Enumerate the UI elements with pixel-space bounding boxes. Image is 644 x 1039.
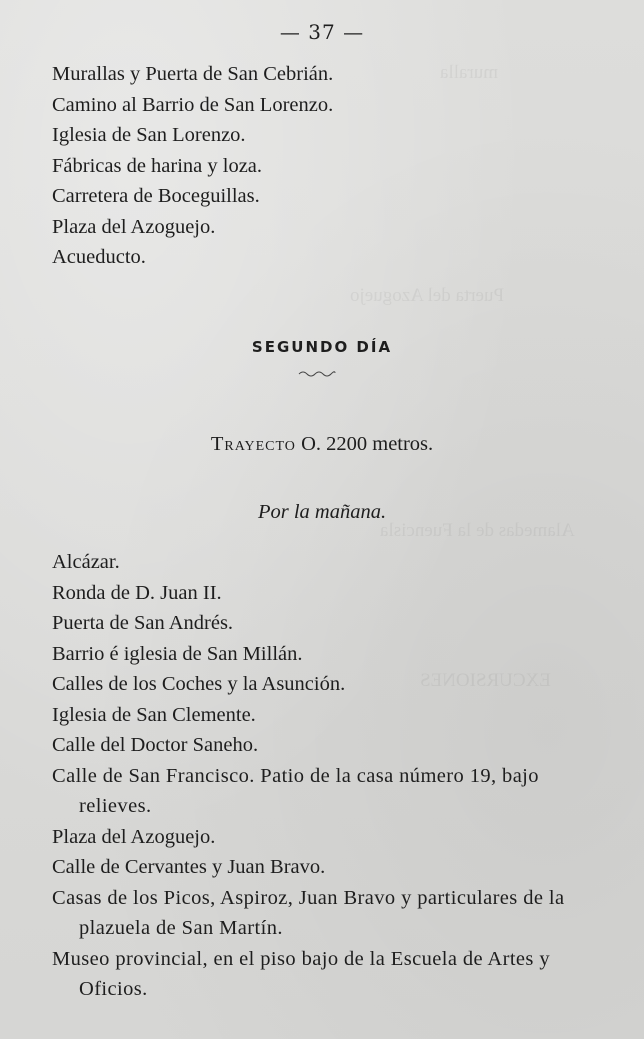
route-value: O. 2200 metros.: [301, 433, 434, 455]
subheading: Por la mañana.: [257, 501, 387, 523]
route-label: Trayecto: [210, 433, 296, 455]
list-item: Acueducto.: [52, 246, 146, 268]
list-item: Iglesia de San Clemente.: [52, 703, 256, 726]
first-itinerary-list: [52, 59, 616, 273]
bleed-through-text: EXCURSIONES: [420, 670, 551, 691]
ornament-divider: [297, 368, 337, 378]
list-item: Camino al Barrio de San Lorenzo.: [52, 93, 334, 116]
route-line: [0, 433, 644, 456]
bleed-through-text: Alamedas de la Fuencisla: [380, 520, 575, 541]
list-item: Ronda de D. Juan II.: [52, 581, 222, 604]
section-heading: SEGUNDO DÍA: [251, 338, 393, 356]
bleed-through-text: Puerta del Azoguejo: [350, 285, 505, 306]
list-item: Calle de San Francisco. Patio de la casa número 19, bajo relieves.: [52, 764, 539, 817]
second-itinerary-list: [52, 547, 616, 1005]
list-item: Calle de Cervantes y Juan Bravo.: [52, 856, 326, 878]
bleed-through-text: muralla: [440, 62, 499, 83]
page-number: — 37 —: [279, 20, 365, 44]
list-item: Plaza del Azoguejo.: [52, 825, 216, 848]
list-item: Calle del Doctor Saneho.: [52, 734, 259, 756]
list-item: Casas de los Picos, Aspiroz, Juan Bravo y particulares de la plazuela de San Martín.: [52, 886, 565, 939]
list-item: Museo provincial, en el piso bajo de la Escuela de Artes y Oficios.: [52, 947, 550, 1000]
list-item: Carretera de Boceguillas.: [52, 185, 260, 207]
list-item: Murallas y Puerta de San Cebrián.: [52, 63, 334, 85]
list-item: Plaza del Azoguejo.: [52, 215, 216, 238]
list-item: Calles de los Coches y la Asunción.: [52, 673, 346, 695]
list-item: Iglesia de San Lorenzo.: [52, 124, 246, 146]
list-item: Barrio é iglesia de San Millán.: [52, 642, 303, 665]
list-item: Fábricas de harina y loza.: [52, 154, 263, 177]
list-item: Alcázar.: [52, 551, 120, 573]
list-item: Puerta de San Andrés.: [52, 612, 234, 634]
